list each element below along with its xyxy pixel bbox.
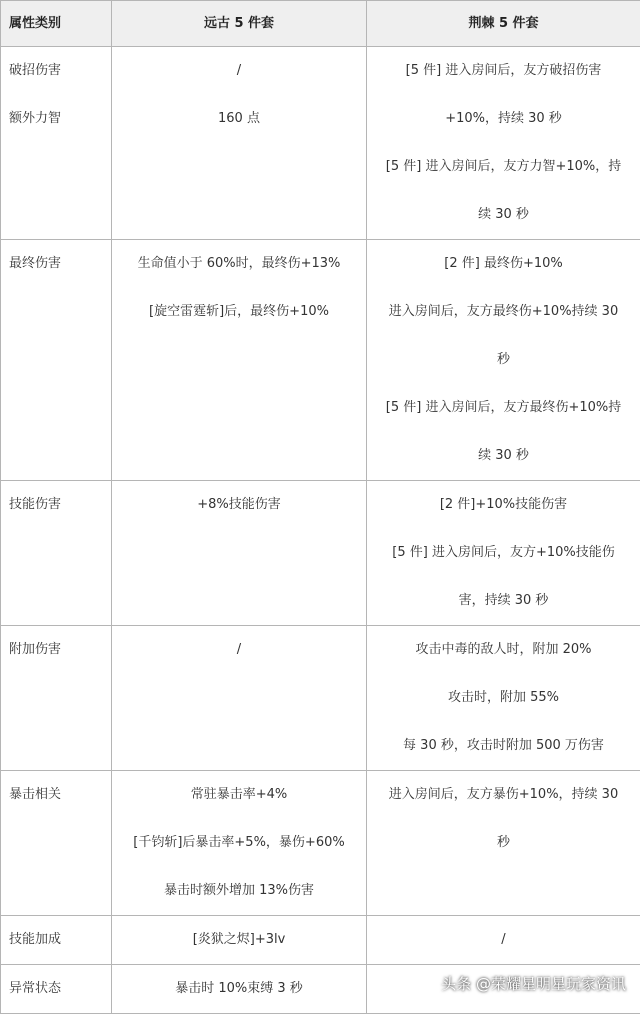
cell-line: [5 件] 进入房间后，友方破招伤害 [375, 47, 632, 95]
cell-line: 续 30 秒 [375, 432, 632, 480]
cell-line: 常驻暴击率+4% [120, 771, 358, 819]
cell-line: 攻击时，附加 55% [375, 674, 632, 722]
category-cell [1, 47, 112, 240]
category-cell [1, 965, 112, 1014]
thorn-set-cell [367, 240, 640, 481]
cell-line: 秒 [375, 336, 632, 384]
thorn-set-cell [367, 481, 640, 626]
ancient-set-cell [112, 916, 367, 965]
cell-line: 进入房间后，友方暴伤+10%，持续 30 [375, 771, 632, 819]
cell-line: 生命值小于 60%时，最终伤+13% [120, 240, 358, 288]
cell-line: 160 点 [120, 95, 358, 143]
ancient-set-cell [112, 771, 367, 916]
cell-line: +10%，持续 30 秒 [375, 95, 632, 143]
table-header-row [1, 1, 640, 47]
cell-line: 害，持续 30 秒 [375, 577, 632, 625]
cell-line: 暴击相关 [9, 771, 111, 819]
table-row [1, 240, 640, 481]
ancient-set-cell [112, 481, 367, 626]
cell-line: [炎狱之烬]+3lv [120, 916, 358, 964]
thorn-set-cell [367, 771, 640, 916]
ancient-set-cell [112, 240, 367, 481]
cell-line: 最终伤害 [9, 240, 111, 288]
cell-line: 异常状态 [9, 965, 111, 1013]
category-cell [1, 916, 112, 965]
cell-line: 每 30 秒，攻击时附加 500 万伤害 [375, 722, 632, 770]
cell-line: [旋空雷霆斩]后，最终伤+10% [120, 288, 358, 336]
header-thorn-set: 荆棘 5 件套 [367, 1, 640, 47]
cell-line: 攻击中毒的敌人时，附加 20% [375, 626, 632, 674]
category-cell [1, 240, 112, 481]
cell-line: 技能伤害 [9, 481, 111, 529]
cell-line: 破招伤害 [9, 47, 111, 95]
cell-line: [2 件]+10%技能伤害 [375, 481, 632, 529]
table-row [1, 481, 640, 626]
cell-line: [5 件] 进入房间后，友方最终伤+10%持 [375, 384, 632, 432]
cell-line: / [375, 916, 632, 964]
cell-line: 进入房间后，友方最终伤+10%持续 30 [375, 288, 632, 336]
cell-line: 附加伤害 [9, 626, 111, 674]
cell-line: / [120, 47, 358, 95]
cell-line: [千钧斩]后暴击率+5%，暴伤+60% [120, 819, 358, 867]
thorn-set-cell [367, 626, 640, 771]
category-cell [1, 481, 112, 626]
cell-line: 暴击时额外增加 13%伤害 [120, 867, 358, 915]
cell-line: [5 件] 进入房间后，友方力智+10%，持 [375, 143, 632, 191]
watermark: 头条 @荣耀星明星玩家资讯 [441, 973, 626, 994]
cell-line: 额外力智 [9, 95, 111, 143]
table-row [1, 916, 640, 965]
table-row [1, 626, 640, 771]
category-cell [1, 626, 112, 771]
ancient-set-cell [112, 965, 367, 1014]
category-cell [1, 771, 112, 916]
cell-line: 秒 [375, 819, 632, 867]
cell-line: [2 件] 最终伤+10% [375, 240, 632, 288]
table-row [1, 47, 640, 240]
cell-line: / [120, 626, 358, 674]
ancient-set-cell [112, 47, 367, 240]
cell-line: [5 件] 进入房间后，友方+10%技能伤 [375, 529, 632, 577]
thorn-set-cell [367, 916, 640, 965]
table-row [1, 771, 640, 916]
cell-line: 暴击时 10%束缚 3 秒 [120, 965, 358, 1013]
header-ancient-set: 远古 5 件套 [112, 1, 367, 47]
header-category: 属性类别 [1, 1, 112, 47]
cell-line: +8%技能伤害 [120, 481, 358, 529]
thorn-set-cell [367, 47, 640, 240]
ancient-set-cell [112, 626, 367, 771]
cell-line: 技能加成 [9, 916, 111, 964]
cell-line: 续 30 秒 [375, 191, 632, 239]
